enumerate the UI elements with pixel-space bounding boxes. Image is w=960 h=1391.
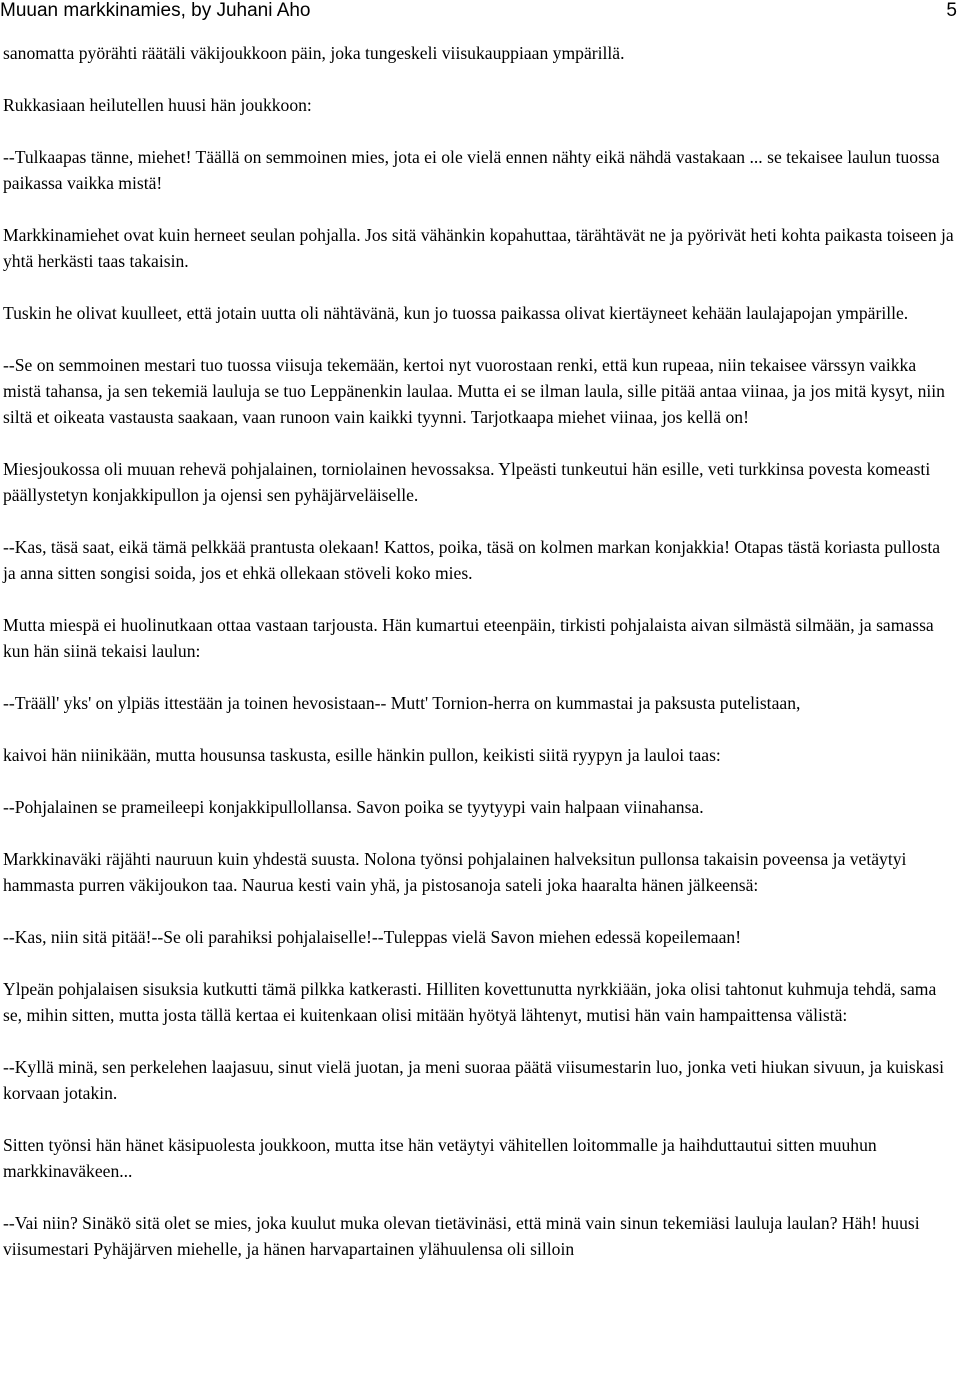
paragraph: --Pohjalainen se prameileepi konjakkipullollansa. Savon poika se tyytyypi vain halpaan viinahansa. bbox=[3, 797, 704, 817]
paragraph: Markkinaväki räjähti nauruun kuin yhdestä suusta. Nolona työnsi pohjalainen halveksitun pullonsa takaisin poveensa ja vetäytyi hammasta purren väkijoukon taa. Naurua kesti vain yhä, ja pistosanoja sateli joka haaralta hänen jälkeensä: bbox=[3, 849, 907, 895]
paragraph: --Se on semmoinen mestari tuo tuossa viisuja tekemään, kertoi nyt vuorostaan renki, että kun rupeaa, niin tekaisee värssyn vaikka mistä tahansa, ja sen tekemiä lauluja se tuo Leppänenkin laulaa. Mutta ei se ilman laula, sille pitää antaa viinaa, ja jos mitä kysyt, niin siltä et oikeata vastausta saakaan, vaan runoon vain kaikki tyynni. Tarjotkaapa miehet viinaa, jos kellä on! bbox=[3, 355, 945, 427]
paragraph: Mutta miespä ei huolinutkaan ottaa vastaan tarjousta. Hän kumartui eteenpäin, tirkisti pohjalaista aivan silmästä silmään, ja samassa kun hän siinä tekaisi laulun: bbox=[3, 615, 934, 661]
paragraph: Sitten työnsi hän hänet käsipuolesta joukkoon, mutta itse hän vetäytyi vähitellen loitommalle ja haihduttautui sitten muuhun markkinaväkeen... bbox=[3, 1135, 877, 1181]
paragraph: Ylpeän pohjalaisen sisuksia kutkutti tämä pilkka katkerasti. Hilliten kovettunutta nyrkkiään, joka olisi tahtonut kuhmuja tehdä, sama se, mihin sitten, mutta josta tällä kertaa ei kuitenkaan olisi mitään hyötyä lähtenyt, mutisi hän vain hampaittensa välistä: bbox=[3, 979, 937, 1025]
paragraph: --Tulkaapas tänne, miehet! Täällä on semmoinen mies, jota ei ole vielä ennen nähty eikä nähdä vastakaan ... se tekaisee laulun tuossa paikassa vaikka mistä! bbox=[3, 147, 940, 193]
paragraph: --Kas, niin sitä pitää!--Se oli parahiksi pohjalaiselle!--Tuleppas vielä Savon miehen edessä kopeilemaan! bbox=[3, 927, 742, 947]
paragraph: --Vai niin? Sinäkö sitä olet se mies, joka kuulut muka olevan tietävinäsi, että minä vain sinun tekemiäsi lauluja laulan? Häh! huusi viisumestari Pyhäjärven miehelle, ja hänen harvapartainen ylähuulensa oli silloin bbox=[3, 1213, 920, 1259]
paragraph: Markkinamiehet ovat kuin herneet seulan pohjalla. Jos sitä vähänkin kopahuttaa, tärähtävät ne ja pyörivät heti kohta paikasta toiseen ja yhtä herkästi taas takaisin. bbox=[3, 225, 954, 271]
paragraph: --Kyllä minä, sen perkelehen laajasuu, sinut vielä juotan, ja meni suoraa päätä viisumestarin luo, jonka veti hiukan sivuun, ja kuiskasi korvaan jotakin. bbox=[3, 1057, 945, 1103]
running-title: Muuan markkinamies, by Juhani Aho bbox=[0, 0, 311, 21]
page-header bbox=[0, 0, 960, 26]
paragraph: Tuskin he olivat kuulleet, että jotain uutta oli nähtävänä, kun jo tuossa paikassa olivat kiertäyneet kehään laulajapojan ympärille. bbox=[3, 303, 909, 323]
paragraph: kaivoi hän niinikään, mutta housunsa taskusta, esille hänkin pullon, keikisti siitä ryypyn ja lauloi taas: bbox=[3, 745, 721, 765]
paragraph: --Kas, täsä saat, eikä tämä pelkkää prantusta olekaan! Kattos, poika, täsä on kolmen markan konjakkia! Otapas tästä koriasta pullosta ja anna sitten songisi soida, jos et ehkä ollekaan stöveli koko mies. bbox=[3, 537, 941, 583]
paragraph: --Trääll' yks' on ylpiäs ittestään ja toinen hevosistaan-- Mutt' Tornion-herra on kummastai ja paksusta putelistaan, bbox=[3, 693, 801, 713]
page-number: 5 bbox=[946, 0, 957, 21]
paragraph: sanomatta pyörähti räätäli väkijoukkoon päin, joka tungeskeli viisukauppiaan ympärillä. bbox=[3, 43, 625, 63]
paragraph: Rukkasiaan heilutellen huusi hän joukkoon: bbox=[3, 95, 312, 115]
body-text bbox=[3, 40, 957, 1288]
paragraph: Miesjoukossa oli muuan rehevä pohjalainen, torniolainen hevossaksa. Ylpeästi tunkeutui hän esille, veti turkkinsa povesta komeasti päällystetyn konjakkipullon ja ojensi sen pyhäjärveläiselle. bbox=[3, 459, 931, 505]
